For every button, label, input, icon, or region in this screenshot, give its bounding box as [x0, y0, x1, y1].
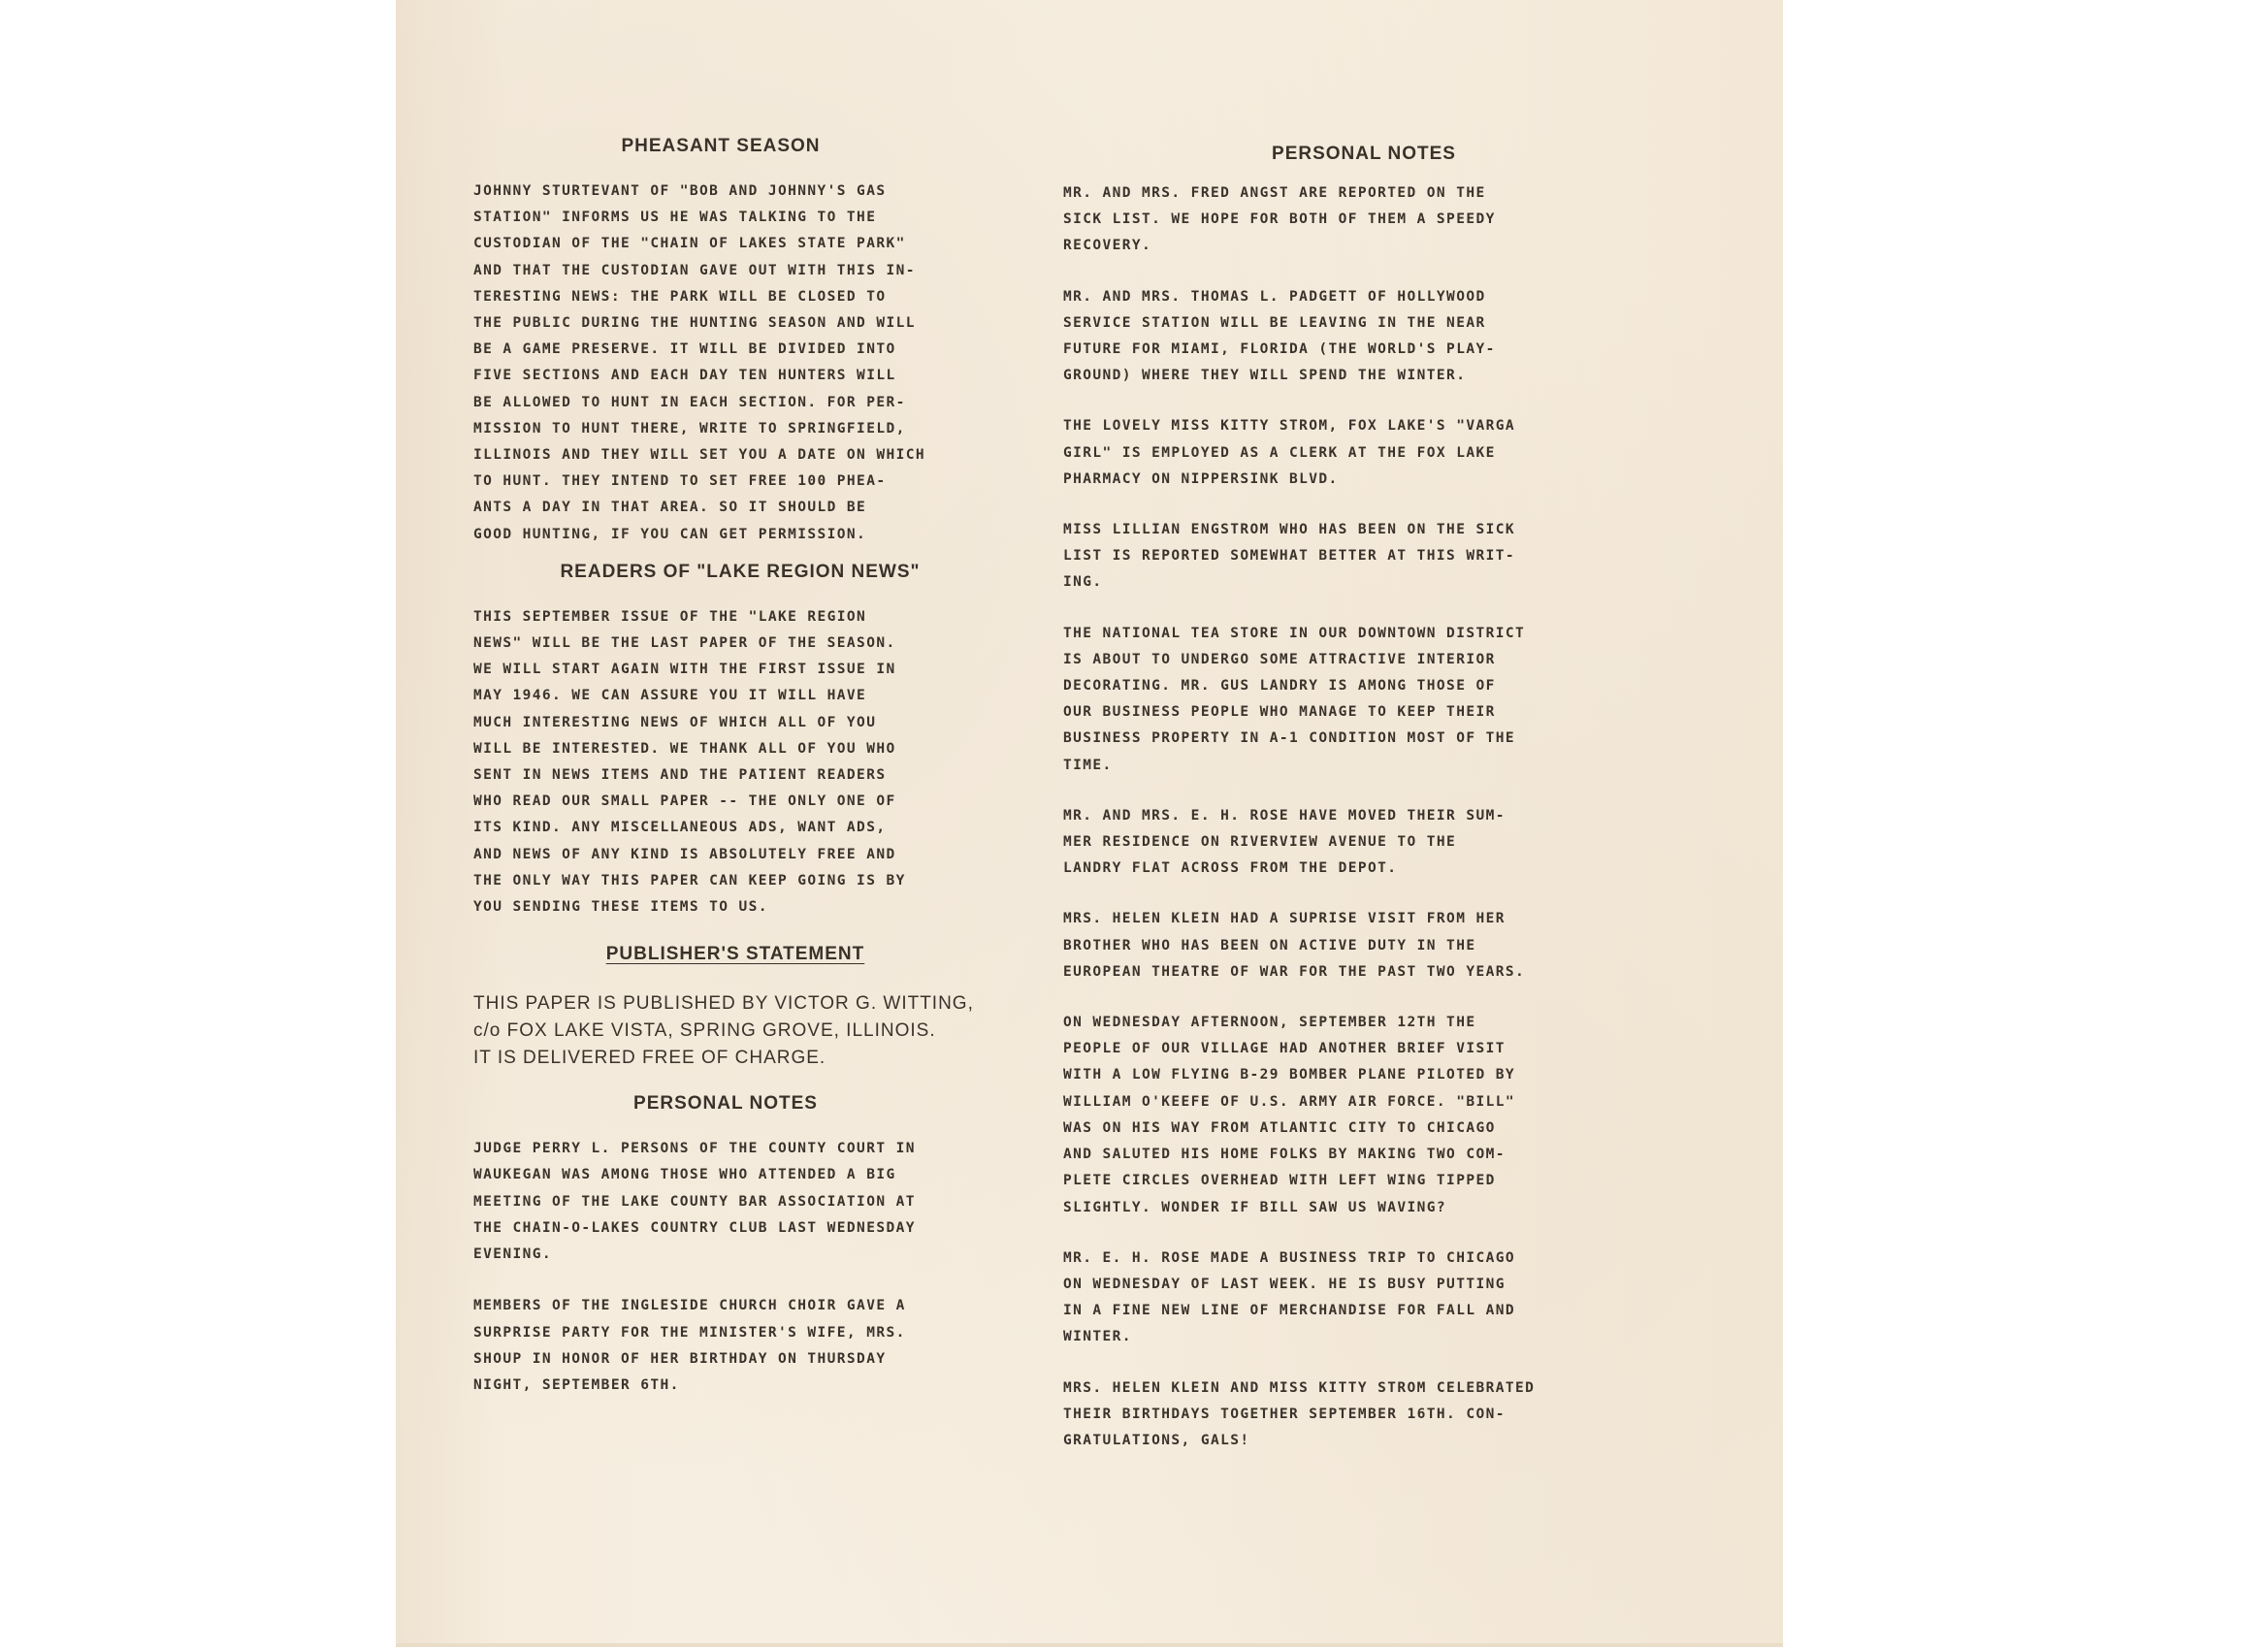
heading-readers: READERS OF "LAKE REGION NEWS" — [560, 561, 921, 582]
article-readers: THIS SEPTEMBER ISSUE OF THE "LAKE REGION NEWS" WILL BE THE LAST PAPER OF THE SEASON. WE WILL START AGAIN WITH THE FIRST ISSUE IN MAY 1946. WE CAN ASSURE YOU IT WILL HAVE MUCH INTERESTING NEWS OF WHICH ALL OF YOU WILL BE INTERESTED. WE THANK ALL OF YOU WHO SENT IN NEWS ITEMS AND THE PATIENT READERS WHO READ OUR SMALL PAPER -- THE ONLY ONE OF ITS KIND. ANY MISCELLANEOUS ADS, WANT ADS, AND NEWS OF ANY KIND IS ABSOLUTELY FREE AND THE ONLY WAY THIS PAPER CAN KEEP GOING IS BY YOU SENDING THESE ITEMS TO US. — [473, 608, 906, 916]
right-column — [1063, 136, 1665, 1454]
article-pheasant-season: JOHNNY STURTEVANT OF "BOB AND JOHNNY'S GAS STATION" INFORMS US HE WAS TALKING TO THE CUSTODIAN OF THE "CHAIN OF LAKES STATE PARK" AND THAT THE CUSTODIAN GAVE OUT WITH THIS IN- TERESTING NEWS: THE PARK WILL BE CLOSED TO THE PUBLIC DURING THE HUNTING SEASON AND WILL BE A GAME PRESERVE. IT WILL BE DIVIDED INTO FIVE SECTIONS AND EACH DAY TEN HUNTERS WILL BE ALLOWED TO HUNT IN EACH SECTION. FOR PER- MISSION TO HUNT THERE, WRITE TO SPRINGFIELD, ILLINOIS AND THEY WILL SET YOU A DATE ON WHICH TO HUNT. THEY INTEND TO SET FREE 100 PHEA- ANTS A DAY IN THAT AREA. SO IT SHOULD BE GOOD HUNTING, IF YOU CAN GET PERMISSION. — [473, 183, 925, 542]
note-item: MR. E. H. ROSE MADE A BUSINESS TRIP TO CHICAGO ON WEDNESDAY OF LAST WEEK. HE IS BUSY PUTTING IN A FINE NEW LINE OF MERCHANDISE FOR FALL AND WINTER. — [1063, 1249, 1515, 1345]
heading-personal-notes-left: PERSONAL NOTES — [633, 1093, 818, 1115]
heading-publishers-statement: PUBLISHER'S STATEMENT — [605, 944, 865, 965]
article-publishers-statement: THIS PAPER IS PUBLISHED BY VICTOR G. WITTING, c/o FOX LAKE VISTA, SPRING GROVE, ILLINOIS. IT IS DELIVERED FREE OF CHARGE. — [473, 993, 974, 1069]
heading-personal-notes-right: PERSONAL NOTES — [1272, 144, 1456, 164]
note-item: THE LOVELY MISS KITTY STROM, FOX LAKE'S "VARGA GIRL" IS EMPLOYED AS A CLERK AT THE FOX LAKE PHARMACY ON NIPPERSINK BLVD. — [1063, 418, 1515, 487]
note-item: MR. AND MRS. E. H. ROSE HAVE MOVED THEIR SUM- MER RESIDENCE ON RIVERVIEW AVENUE TO THE LANDRY FLAT ACROSS FROM THE DEPOT. — [1063, 807, 1506, 877]
page-bottom-edge — [396, 1643, 1783, 1647]
heading-pheasant-season: PHEASANT SEASON — [621, 136, 821, 156]
note-item: THE NATIONAL TEA STORE IN OUR DOWNTOWN DISTRICT IS ABOUT TO UNDERGO SOME ATTRACTIVE INTERIOR DECORATING. MR. GUS LANDRY IS AMONG THOSE OF OUR BUSINESS PEOPLE WHO MANAGE TO KEEP THEIR BUSINESS PROPERTY IN A-1 CONDITION MOST OF THE TIME. — [1063, 625, 1526, 773]
note-item: MISS LILLIAN ENGSTROM WHO HAS BEEN ON THE SICK LIST IS REPORTED SOMEWHAT BETTER AT THIS WRIT- ING. — [1063, 522, 1515, 591]
note-item: MRS. HELEN KLEIN HAD A SUPRISE VISIT FROM HER BROTHER WHO HAS BEEN ON ACTIVE DUTY IN THE EUROPEAN THEATRE OF WAR FOR THE PAST TWO YEARS. — [1063, 911, 1526, 980]
note-item: MR. AND MRS. FRED ANGST ARE REPORTED ON THE SICK LIST. WE HOPE FOR BOTH OF THEM A SPEEDY RECOVERY. — [1063, 185, 1496, 254]
note-item: MR. AND MRS. THOMAS L. PADGETT OF HOLLYWOOD SERVICE STATION WILL BE LEAVING IN THE NEAR FUTURE FOR MIAMI, FLORIDA (THE WORLD'S PLAY- GROUND) WHERE THEY WILL SPEND THE WINTER. — [1063, 288, 1496, 384]
note-item: MEMBERS OF THE INGLESIDE CHURCH CHOIR GAVE A SURPRISE PARTY FOR THE MINISTER'S WIFE, MRS. SHOUP IN HONOR OF HER BIRTHDAY ON THURSDAY NIGHT, SEPTEMBER 6TH. — [473, 1298, 906, 1393]
note-item: MRS. HELEN KLEIN AND MISS KITTY STROM CELEBRATED THEIR BIRTHDAYS TOGETHER SEPTEMBER 16TH. CON- GRATULATIONS, GALS! — [1063, 1379, 1536, 1448]
note-item: ON WEDNESDAY AFTERNOON, SEPTEMBER 12TH THE PEOPLE OF OUR VILLAGE HAD ANOTHER BRIEF VISIT WITH A LOW FLYING B-29 BOMBER PLANE PILOTED BY WILLIAM O'KEEFE OF U.S. ARMY AIR FORCE. "BILL" WAS ON HIS WAY FROM ATLANTIC CITY TO CHICAGO AND SALUTED HIS HOME FOLKS BY MAKING TWO COM- PLETE CIRCLES OVERHEAD WITH LEFT WING TIPPED SLIGHTLY. WONDER IF BILL SAW US WAVING? — [1063, 1015, 1515, 1215]
left-column — [473, 136, 1055, 1399]
note-item: JUDGE PERRY L. PERSONS OF THE COUNTY COURT IN WAUKEGAN WAS AMONG THOSE WHO ATTENDED A BIG MEETING OF THE LAKE COUNTY BAR ASSOCIATION AT THE CHAIN-O-LAKES COUNTRY CLUB LAST WEDNESDAY EVENING. — [473, 1141, 916, 1263]
